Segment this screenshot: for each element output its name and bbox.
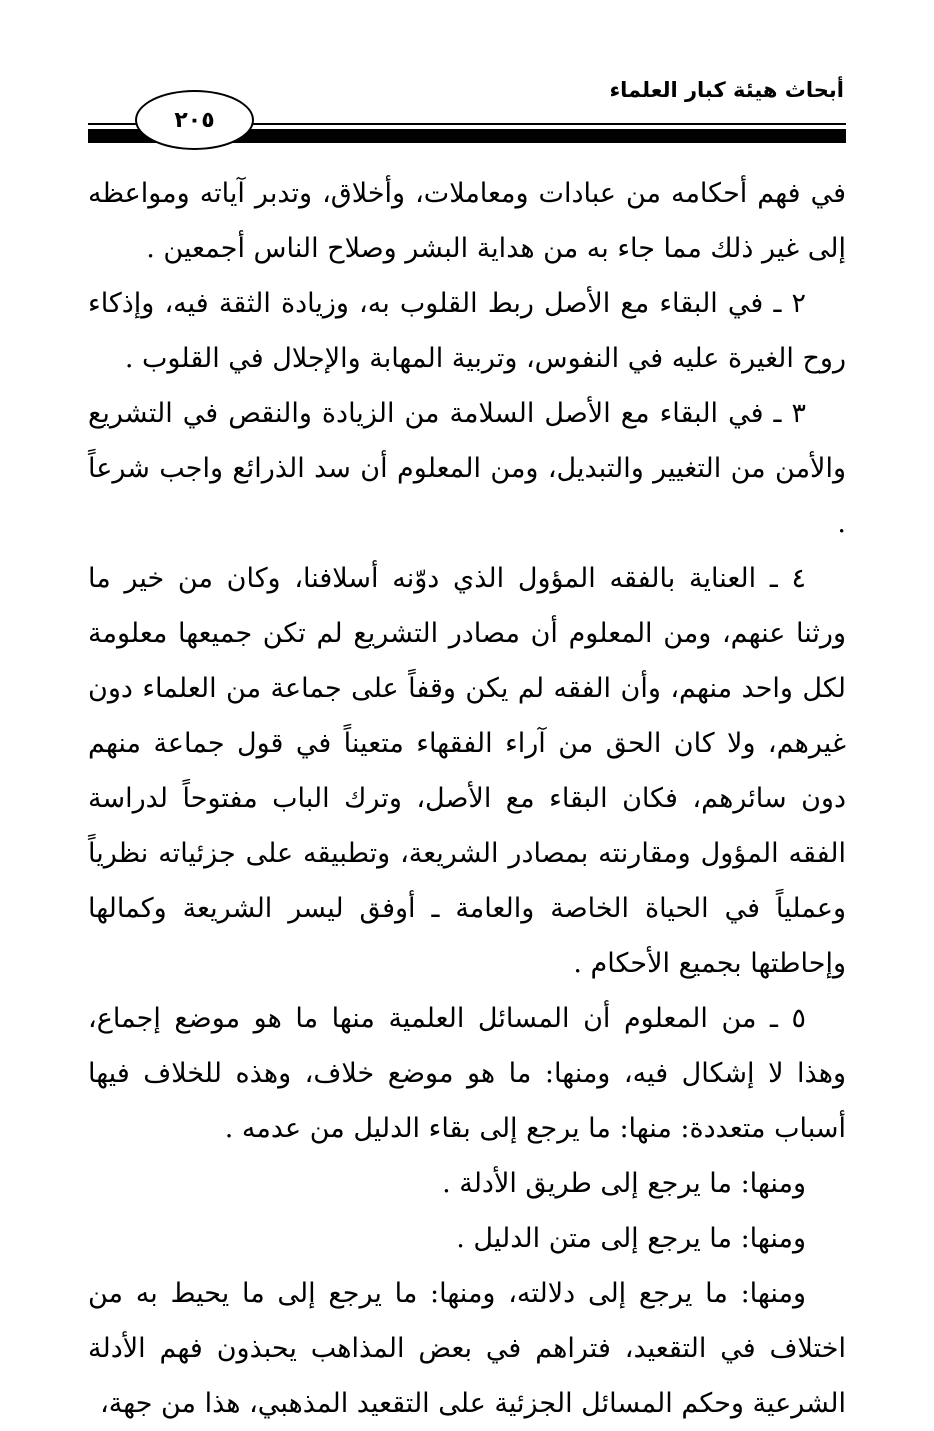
paragraph: ومنها: ما يرجع إلى دلالته، ومنها: ما يرجع إلى ما يحيط به من اختلاف في التقعيد، فتراهم في بعض المذاهب يحبذون فهم الأدلة الشرعية وحكم المسائل الجزئية على التقعيد المذهبي، هذا من جهة،: [88, 1278, 846, 1419]
page-number: ٢٠٥: [174, 107, 215, 133]
paragraph-item-3: ٣ ـ في البقاء مع الأصل السلامة من الزيادة والنقص في التشريع والأمن من التغيير والتبديل، ومن المعلوم أن سد الذرائع واجب شرعاً .: [88, 398, 846, 539]
paragraph-item-5: ٥ ـ من المعلوم أن المسائل العلمية منها ما هو موضع إجماع، وهذا لا إشكال فيه، ومنها: ما هو موضع خلاف، وهذه للخلاف فيها أسباب متعددة: منها: ما يرجع إلى بقاء الدليل من عدمه .: [88, 1003, 846, 1144]
paragraph: ومنها: ما يرجع إلى طريق الأدلة .: [442, 1168, 806, 1199]
page-number-oval: [135, 90, 254, 150]
paragraph-item-4: ٤ ـ العناية بالفقه المؤول الذي دوّنه أسلافنا، وكان من خير ما ورثنا عنهم، ومن المعلوم أن مصادر التشريع لم تكن جميعها معلومة لكل واحد منهم، وأن الفقه لم يكن وقفاً على جماعة من العلماء دون غيرهم، ولا كان الحق من آراء الفقهاء متعيناً في قول جماعة منهم دون سائرهم، فكان البقاء مع الأصل، وترك الباب مفتوحاً لدراسة الفقه المؤول ومقارنته بمصادر الشريعة، وتطبيقه على جزئياته نظرياً وعملياً في الحياة الخاصة والعامة ـ أوفق ليسر الشريعة وكمالها وإحاطتها بجميع الأحكام .: [88, 563, 846, 979]
paragraph-item-2: ٢ ـ في البقاء مع الأصل ربط القلوب به، وزيادة الثقة فيه، وإذكاء روح الغيرة عليه في النفوس، وتربية المهابة والإجلال في القلوب .: [88, 288, 846, 374]
body-text: [88, 166, 846, 1431]
running-title: أبحاث هيئة كبار العلماء: [609, 78, 844, 102]
paragraph: ومنها: ما يرجع إلى متن الدليل .: [456, 1223, 806, 1254]
paragraph: في فهم أحكامه من عبادات ومعاملات، وأخلاق، وتدبر آياته ومواعظه إلى غير ذلك مما جاء به من هداية البشر وصلاح الناس أجمعين .: [88, 178, 846, 264]
